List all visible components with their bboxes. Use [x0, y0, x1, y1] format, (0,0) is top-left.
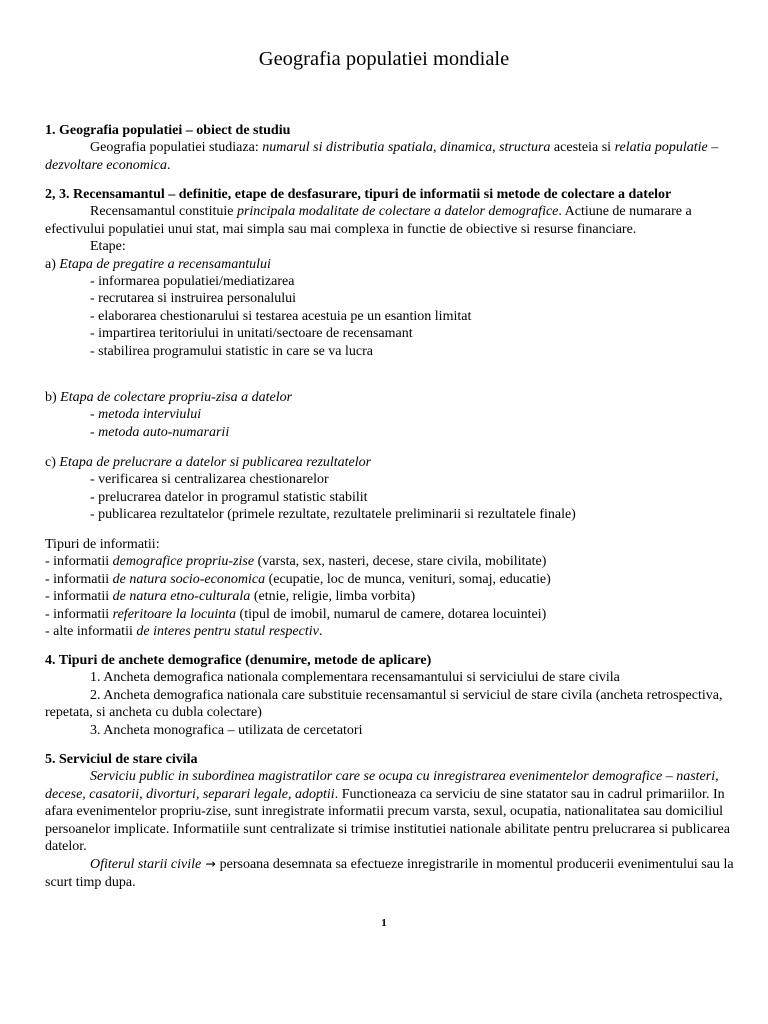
list-item: - recrutarea si instruirea personalului: [90, 291, 297, 307]
etapa-b-title: b) Etapa de colectare propriu-zisa a datelor: [45, 390, 293, 405]
arrow-right-icon: →: [201, 856, 220, 872]
list-item: - stabilirea programului statistic in care se va lucra: [90, 343, 374, 359]
tipuri-label: Tipuri de informatii:: [45, 537, 160, 552]
section-4: [45, 652, 735, 739]
etape-label: Etape:: [90, 239, 126, 255]
ofiter-text: Ofiterul starii civile → persoana desemnata sa efectueze inregistrarile in momentul producerii evenimentului sau la scurt timp dupa.: [45, 856, 734, 890]
section-1-text: Geografia populatiei studiaza: numarul si distributia spatiala, dinamica, structura acesteia si relatia populatie – dezvoltare economica.: [45, 140, 719, 173]
page-number: 1: [381, 917, 387, 929]
list-item: - metoda auto-numararii: [90, 424, 230, 440]
section-1: [45, 122, 735, 174]
list-item: - informatii de natura etno-culturala (etnie, religie, limba vorbita): [45, 589, 416, 605]
etapa-a-title: a) Etapa de pregatire a recensamantului: [45, 256, 271, 272]
section-2-3-text: Recensamantul constituie principala modalitate de colectare a datelor demografice. Actiune de numarare a efectivului populatiei unui stat, mai simpla sau mai complexa in functie de obiective si resurse financiare.: [45, 204, 692, 237]
list-item: - informatii referitoare la locuinta (tipul de imobil, numarul de camere, dotarea locuintei): [45, 606, 547, 622]
list-item: - prelucrarea datelor in programul statistic stabilit: [90, 489, 368, 505]
etapa-c: [45, 454, 735, 524]
list-item: 1. Ancheta demografica nationala complementara recensamantului si serviciului de stare civila: [90, 670, 620, 686]
etapa-b: [45, 389, 735, 441]
list-item: - informatii de natura socio-economica (ecupatie, loc de munca, venituri, somaj, educatie): [45, 571, 551, 587]
section-5-text: Serviciu public in subordinea magistratilor care se ocupa cu inregistrarea evenimentelor demografice – nasteri, decese, casatorii, divorturi, separari legale, adoptii. Functioneaza ca serviciu de sine statator sau in cadrul primariilor. In afara evenimentelor propriu-zise, sunt inregistrate informatii precum varsta, sexul, ocupatia, nationalitatea sau domiciliul persoanelor implicate. Informatiile sunt centralizate si trimise institutiei nationale abilitate pentru prelucrarea si publicarea datelor.: [45, 769, 730, 855]
etapa-c-title: c) Etapa de prelucrare a datelor si publicarea rezultatelor: [45, 455, 372, 470]
list-item: - elaborarea chestionarului si testarea acestuia pe un esantion limitat: [90, 308, 472, 324]
section-1-heading: 1. Geografia populatiei – obiect de studiu: [45, 123, 291, 138]
section-2-3: [45, 186, 735, 360]
list-item: - impartirea teritoriului in unitati/sectoare de recensamant: [90, 326, 413, 342]
list-item: - alte informatii de interes pentru statul respectiv.: [45, 624, 323, 640]
list-item: - informatii demografice propriu-zise (varsta, sex, nasteri, decese, stare civila, mobilitate): [45, 554, 547, 570]
section-5: [45, 751, 735, 891]
tipuri-informatii: [45, 536, 735, 640]
list-item: 2. Ancheta demografica nationala care substituie recensamantul si serviciul de stare civila (ancheta retrospectiva, repetata, si ancheta cu dubla colectare): [45, 687, 723, 721]
section-4-heading: 4. Tipuri de anchete demografice (denumire, metode de aplicare): [45, 653, 432, 668]
section-5-heading: 5. Serviciul de stare civila: [45, 752, 198, 767]
list-item: - informarea populatiei/mediatizarea: [90, 274, 295, 290]
list-item: - verificarea si centralizarea chestionarelor: [90, 472, 329, 488]
list-item: - metoda interviului: [90, 407, 202, 423]
list-item: 3. Ancheta monografica – utilizata de cercetatori: [90, 722, 363, 738]
document-title: Geografia populatiei mondiale: [258, 48, 510, 70]
list-item: - publicarea rezultatelor (primele rezultate, rezultatele preliminarii si rezultatele finale): [90, 507, 576, 523]
section-2-3-heading: 2, 3. Recensamantul – definitie, etape de desfasurare, tipuri de informatii si metode de colectare a datelor: [45, 187, 672, 202]
